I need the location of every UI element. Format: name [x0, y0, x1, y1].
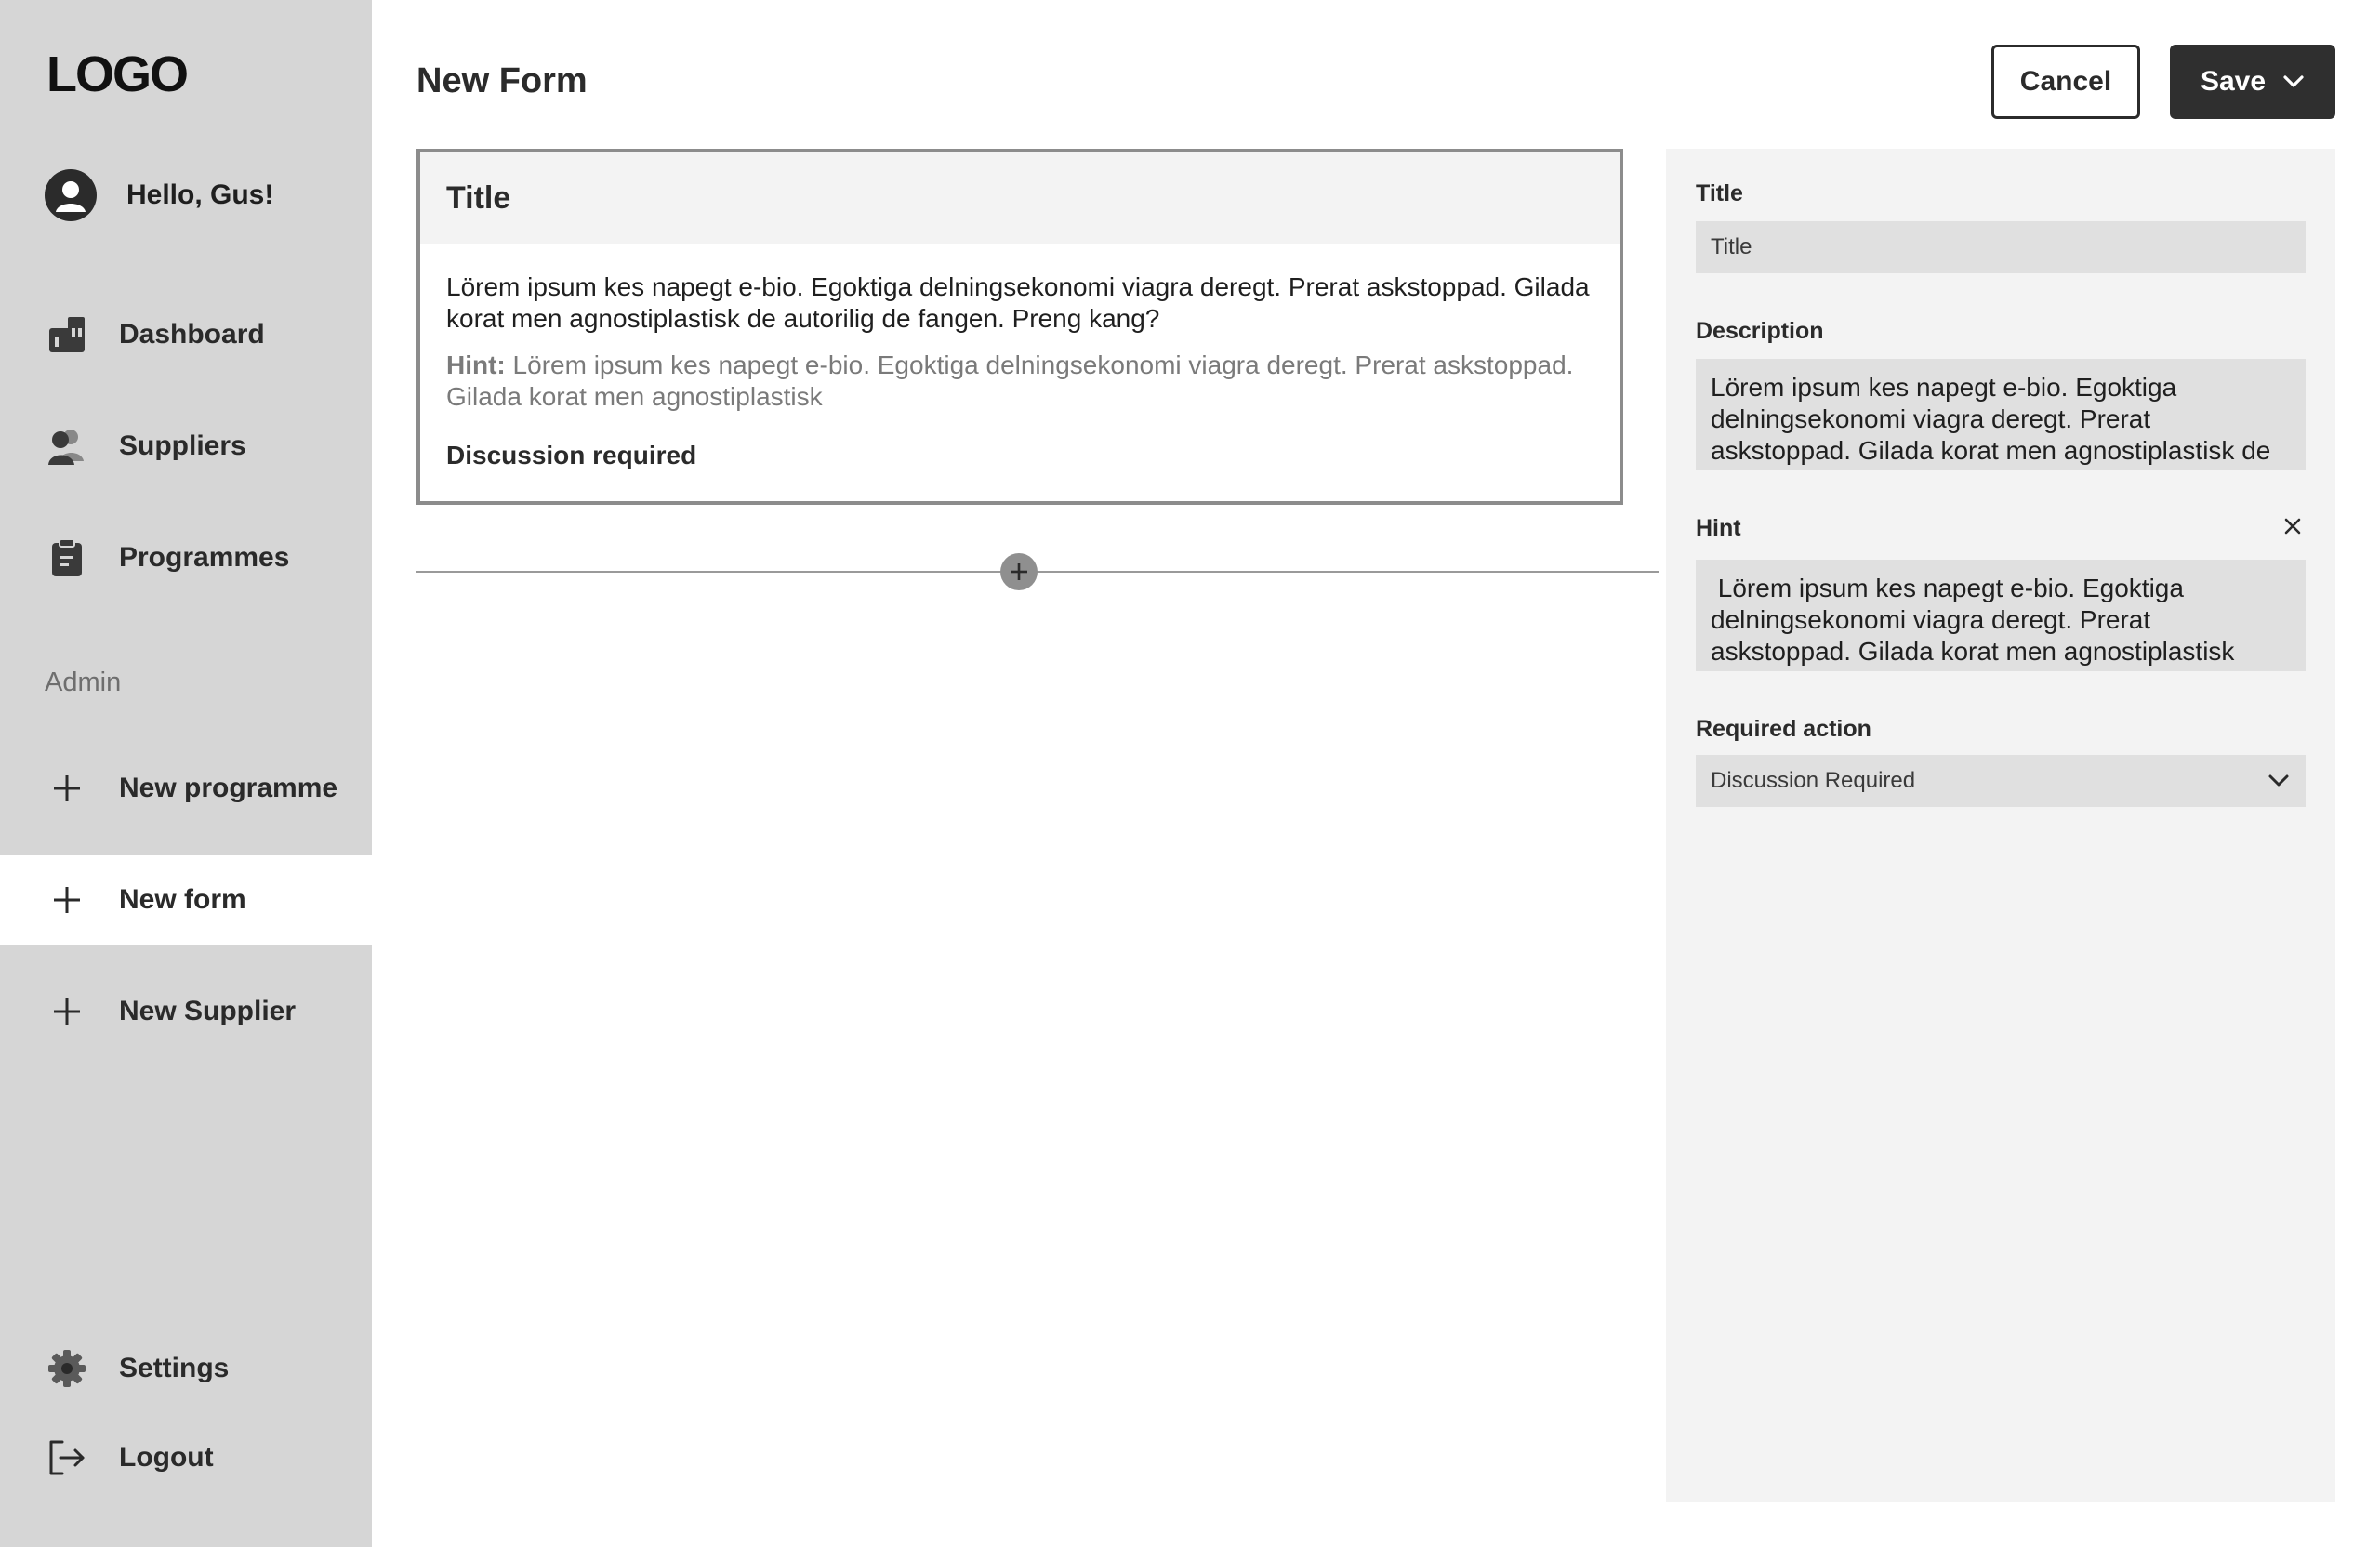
logo: LOGO [46, 46, 187, 102]
plus-icon [46, 768, 87, 809]
sidebar-item-logout[interactable] [0, 1413, 372, 1502]
properties-panel [1666, 149, 2335, 1502]
chevron-down-icon [2267, 774, 2291, 788]
close-icon [2283, 517, 2302, 536]
sidebar-item-dashboard[interactable] [0, 290, 372, 379]
sidebar-item-label: Programmes [119, 542, 290, 573]
sidebar-item-settings[interactable] [0, 1324, 372, 1413]
question-card[interactable] [416, 149, 1623, 505]
clipboard-icon [46, 537, 87, 578]
required-action-select[interactable] [1696, 755, 2306, 807]
hint-text: Lörem ipsum kes napegt e-bio. Egoktiga delningsekonomi viagra deregt. Prerat askstoppad. Gilada korat men agnostiplastisk [446, 350, 1574, 411]
sidebar-item-new-form[interactable] [0, 855, 372, 945]
sidebar [0, 0, 372, 1547]
user-greeting [45, 167, 273, 223]
hint-label: Hint: [446, 350, 506, 379]
title-input[interactable] [1696, 221, 2306, 273]
title-field-label: Title [1696, 180, 1743, 206]
greeting-text: Hello, Gus! [126, 179, 274, 210]
question-title: Title [420, 152, 1620, 244]
dashboard-icon [46, 314, 87, 355]
description-textarea[interactable] [1696, 359, 2306, 470]
plus-icon [46, 991, 87, 1032]
logout-icon [46, 1437, 87, 1478]
description-field-label: Description [1696, 318, 1824, 344]
page-title: New Form [416, 61, 588, 100]
avatar [45, 169, 97, 221]
question-description: Lörem ipsum kes napegt e-bio. Egoktiga delningsekonomi viagra deregt. Prerat askstoppad. Gilada korat men agnostiplastisk de autorilig de fangen. Preng kang? [446, 272, 1590, 333]
divider [416, 571, 1659, 573]
hint-field-label: Hint [1696, 515, 1741, 541]
sidebar-item-new-programme[interactable] [0, 744, 372, 833]
required-action-value: Discussion Required [1711, 768, 1916, 793]
sidebar-item-label: Logout [119, 1442, 214, 1473]
required-action-field-label: Required action [1696, 716, 1871, 742]
sidebar-item-label: New form [119, 884, 246, 915]
cancel-button[interactable]: Cancel [1991, 45, 2140, 119]
gear-icon [46, 1348, 87, 1389]
plus-icon [46, 879, 87, 920]
admin-heading: Admin [45, 668, 122, 697]
save-button[interactable] [2170, 45, 2335, 119]
sidebar-item-label: New Supplier [119, 996, 297, 1026]
plus-icon [1009, 562, 1029, 582]
sidebar-item-label: Suppliers [119, 430, 246, 461]
add-question-button[interactable] [1000, 553, 1038, 590]
remove-hint-button[interactable] [2280, 513, 2306, 539]
sidebar-item-new-supplier[interactable] [0, 967, 372, 1056]
sidebar-item-label: New programme [119, 773, 338, 803]
sidebar-item-label: Dashboard [119, 319, 265, 350]
question-required-action: Discussion required [446, 441, 697, 469]
save-button-label: Save [2200, 66, 2267, 97]
user-icon [45, 169, 97, 221]
sidebar-item-suppliers[interactable] [0, 402, 372, 491]
chevron-down-icon [2282, 74, 2305, 89]
question-hint [446, 350, 1593, 413]
users-icon [46, 426, 87, 467]
sidebar-item-label: Settings [119, 1353, 230, 1383]
hint-textarea[interactable] [1696, 560, 2306, 671]
question-body [420, 244, 1620, 470]
sidebar-item-programmes[interactable] [0, 513, 372, 602]
